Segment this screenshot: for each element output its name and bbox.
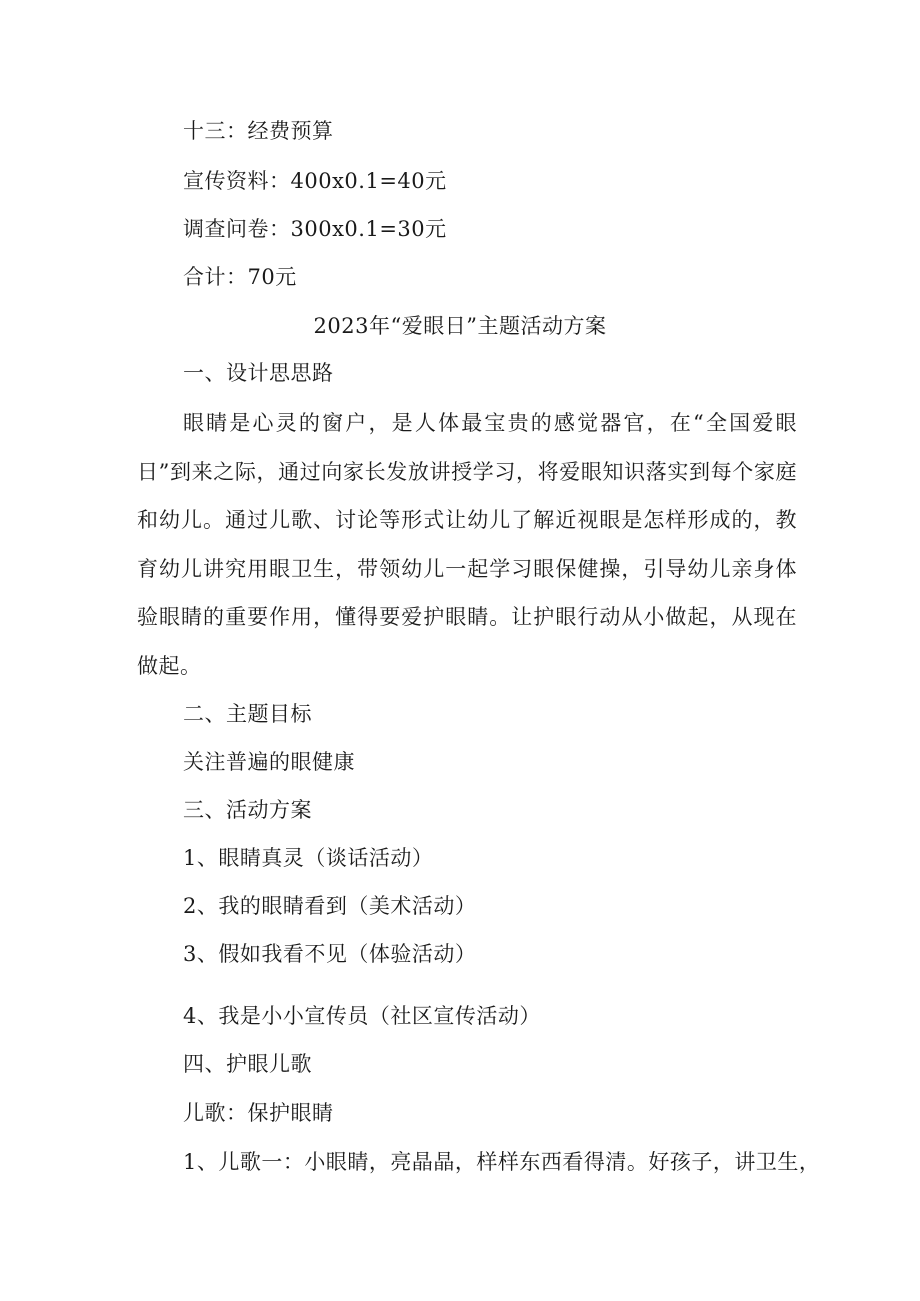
activity-item-3: 3、假如我看不见（体验活动） <box>183 942 477 966</box>
section2-heading: 二、主题目标 <box>183 702 312 726</box>
activity-item-2: 2、我的眼睛看到（美术活动） <box>183 894 477 918</box>
song-one-line: 1、儿歌一：小眼睛，亮晶晶，样样东西看得清。好孩子，讲卫生， <box>183 1150 821 1174</box>
budget-total: 合计：70元 <box>183 265 297 289</box>
section1-body: 眼睛是心灵的窗户，是人体最宝贵的感觉器官，在“全国爱眼日”到来之际，通过向家长发放讲授学习，将爱眼知识落实到每个家庭和幼儿。通过儿歌、讨论等形式让幼儿了解近视眼是怎样形成的，教育幼儿讲究用眼卫生，带领幼儿一起学习眼保健操，引导幼儿亲身体验眼睛的重要作用，懂得要爱护眼睛。让护眼行动从小做起，从现在做起。 <box>137 411 797 678</box>
budget-heading: 十三：经费预算 <box>183 119 334 143</box>
budget-item-survey: 调查问卷：300x0.1=30元 <box>183 217 447 241</box>
plan-title: 2023年“爱眼日”主题活动方案 <box>313 314 607 338</box>
section3-heading: 三、活动方案 <box>183 798 312 822</box>
budget-item-materials: 宣传资料：400x0.1=40元 <box>183 169 447 193</box>
section4-heading: 四、护眼儿歌 <box>183 1052 312 1076</box>
section2-body: 关注普遍的眼健康 <box>183 750 355 774</box>
activity-item-4: 4、我是小小宣传员（社区宣传活动） <box>183 1004 541 1028</box>
section1-heading: 一、设计思思路 <box>183 361 334 385</box>
activity-item-1: 1、眼睛真灵（谈话活动） <box>183 846 434 870</box>
song-subtitle: 儿歌：保护眼睛 <box>183 1101 334 1125</box>
